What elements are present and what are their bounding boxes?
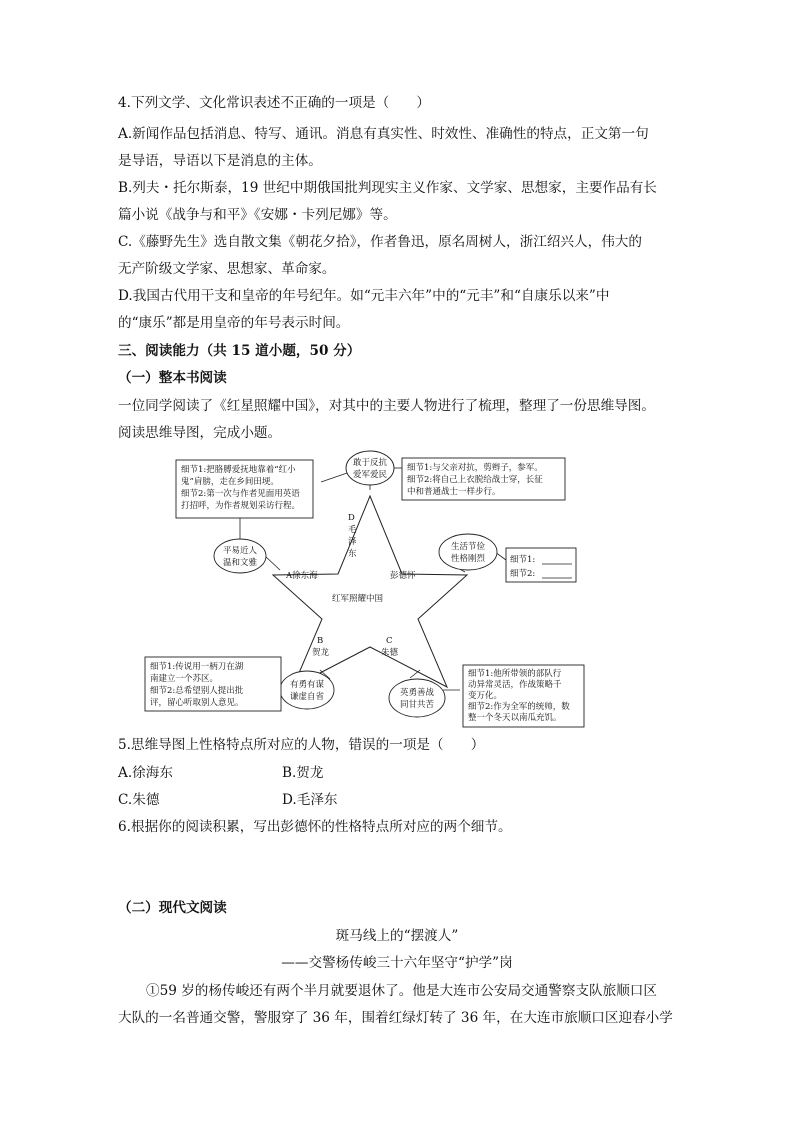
box-bl-line1: 细节1:传说用一柄刀在湖 bbox=[150, 662, 244, 672]
star-outline bbox=[273, 496, 467, 687]
article-paragraph-line1: ①59 岁的杨传峻还有两个半月就要退休了。他是大连市公安局交通警察支队旅顺口区 bbox=[146, 983, 657, 999]
trait-left-line2: 温和文雅 bbox=[222, 558, 258, 568]
box-br-line3: 变万化。 bbox=[468, 691, 503, 701]
box-bl-line2: 南建立一个苏区。 bbox=[150, 674, 219, 684]
box-tl-line1: 细节1:把胳膊爱抚地靠着“红小 bbox=[181, 465, 296, 475]
part2-heading: （二）现代文阅读 bbox=[118, 900, 227, 916]
box-br-line1: 细节1:他所带领的部队行 bbox=[468, 669, 562, 679]
box-tl-line4: 打招呼，为作者规划采访行程。 bbox=[181, 501, 301, 511]
part1-heading: （一）整本书阅读 bbox=[118, 370, 227, 386]
q5-option-c: C.朱德 bbox=[118, 792, 160, 808]
star-d-name-2: 泽 bbox=[348, 537, 357, 547]
star-d-name-1: 毛 bbox=[348, 525, 357, 535]
star-b-letter: B bbox=[317, 636, 324, 646]
q4-option-d-line2: 的“康乐”都是用皇帝的年号表示时间。 bbox=[118, 315, 350, 331]
box-right-line1: 细节1: bbox=[510, 555, 536, 565]
q4-option-b-line1: B.列夫・托尔斯泰，19 世纪中期俄国批判现实主义作家、文学家、思想家，主要作品有长 bbox=[118, 180, 657, 196]
article-subtitle: ——交警杨传峻三十六年坚守“护学”岗 bbox=[281, 955, 513, 971]
q5-stem: 5.思维导图上性格特点所对应的人物，错误的一项是（ ） bbox=[118, 737, 485, 753]
box-tr-line3: 中和普通战士一样步行。 bbox=[407, 487, 501, 497]
q5-option-b: B.贺龙 bbox=[282, 765, 324, 781]
box-right-line2: 细节2: bbox=[510, 569, 536, 579]
trait-br-line2: 同甘共苦 bbox=[399, 700, 435, 710]
q5-option-d: D.毛泽东 bbox=[282, 792, 338, 808]
box-br-line4: 细节2:作为全军的统帅，数 bbox=[468, 702, 570, 712]
q4-option-a-line2: 是导语，导语以下是消息的主体。 bbox=[118, 153, 322, 169]
q4-option-b-line2: 篇小说《战争与和平》《安娜・卡列尼娜》等。 bbox=[118, 207, 397, 223]
box-br-line2: 动异常灵活，作战策略千 bbox=[468, 680, 562, 690]
q6-stem: 6.根据你的阅读积累，写出彭德怀的性格特点所对应的两个细节。 bbox=[118, 819, 512, 835]
article-title: 斑马线上的“摆渡人” bbox=[335, 928, 459, 944]
star-center-title: 红军照耀中国 bbox=[332, 594, 384, 604]
trait-left-line1: 平易近人 bbox=[222, 546, 258, 556]
star-c-letter: C bbox=[386, 636, 393, 646]
box-br-line5: 整一个冬天以南瓜充饥。 bbox=[468, 713, 562, 723]
box-tl-line2: 鬼”肩膀，走在乡间田埂。 bbox=[181, 477, 279, 487]
star-a-label: A徐东海 bbox=[286, 571, 318, 581]
box-tr-line2: 细节2:将自己上衣脱给战士穿，长征 bbox=[407, 475, 543, 485]
star-d-name-3: 东 bbox=[348, 549, 357, 559]
article-paragraph-line2: 大队的一名普通交警，警服穿了 36 年，围着红绿灯转了 36 年，在大连市旅顺口区迎春小学 bbox=[118, 1010, 673, 1026]
box-bl-line3: 细节2:总希望别人提出批 bbox=[150, 686, 244, 696]
box-bl-line4: 评，留心听取别人意见。 bbox=[150, 698, 244, 708]
mindmap-intro-line1: 一位同学阅读了《红星照耀中国》，对其中的主要人物进行了梳理，整理了一份思维导图。 bbox=[118, 398, 655, 414]
trait-right-line1: 生活节俭 bbox=[450, 542, 486, 552]
star-d-letter: D bbox=[348, 513, 355, 523]
star-peng-label: 彭德怀 bbox=[390, 571, 416, 581]
trait-bl-line1: 有勇有谋 bbox=[289, 680, 325, 690]
box-tl-line3: 细节2:第一次与作者见面用英语 bbox=[181, 489, 300, 499]
q4-option-a-line1: A.新闻作品包括消息、特写、通讯。消息有真实性、时效性、准确性的特点，正文第一句 bbox=[118, 126, 649, 142]
trait-top-line2: 爱军爱民 bbox=[352, 470, 388, 480]
box-tr-line1: 细节1:与父亲对抗，剪辫子，参军。 bbox=[407, 463, 543, 473]
q4-option-c-line2: 无产阶级文学家、思想家、革命家。 bbox=[118, 261, 336, 277]
mind-map-diagram bbox=[140, 446, 600, 731]
mindmap-intro-line2: 阅读思维导图，完成小题。 bbox=[118, 425, 282, 441]
q4-option-d-line1: D.我国古代用干支和皇帝的年号纪年。如“元丰六年”中的“元丰”和“自康乐以来”中 bbox=[118, 288, 610, 304]
q4-option-c-line1: C.《藤野先生》选自散文集《朝花夕拾》，作者鲁迅，原名周树人，浙江绍兴人，伟大的 bbox=[118, 234, 642, 250]
trait-top-line1: 敢于反抗 bbox=[352, 458, 388, 468]
trait-br-line1: 英勇善战 bbox=[399, 688, 435, 698]
trait-right-line2: 性格刚烈 bbox=[450, 554, 486, 564]
trait-bl-line2: 谦虚自省 bbox=[289, 692, 325, 702]
star-c-name: 朱德 bbox=[381, 648, 399, 658]
star-b-name: 贺龙 bbox=[312, 648, 330, 658]
section3-heading: 三、阅读能力（共 15 道小题，50 分） bbox=[118, 343, 361, 359]
q4-stem: 4.下列文学、文化常识表述不正确的一项是（ ） bbox=[118, 95, 431, 111]
q5-option-a: A.徐海东 bbox=[118, 765, 173, 781]
